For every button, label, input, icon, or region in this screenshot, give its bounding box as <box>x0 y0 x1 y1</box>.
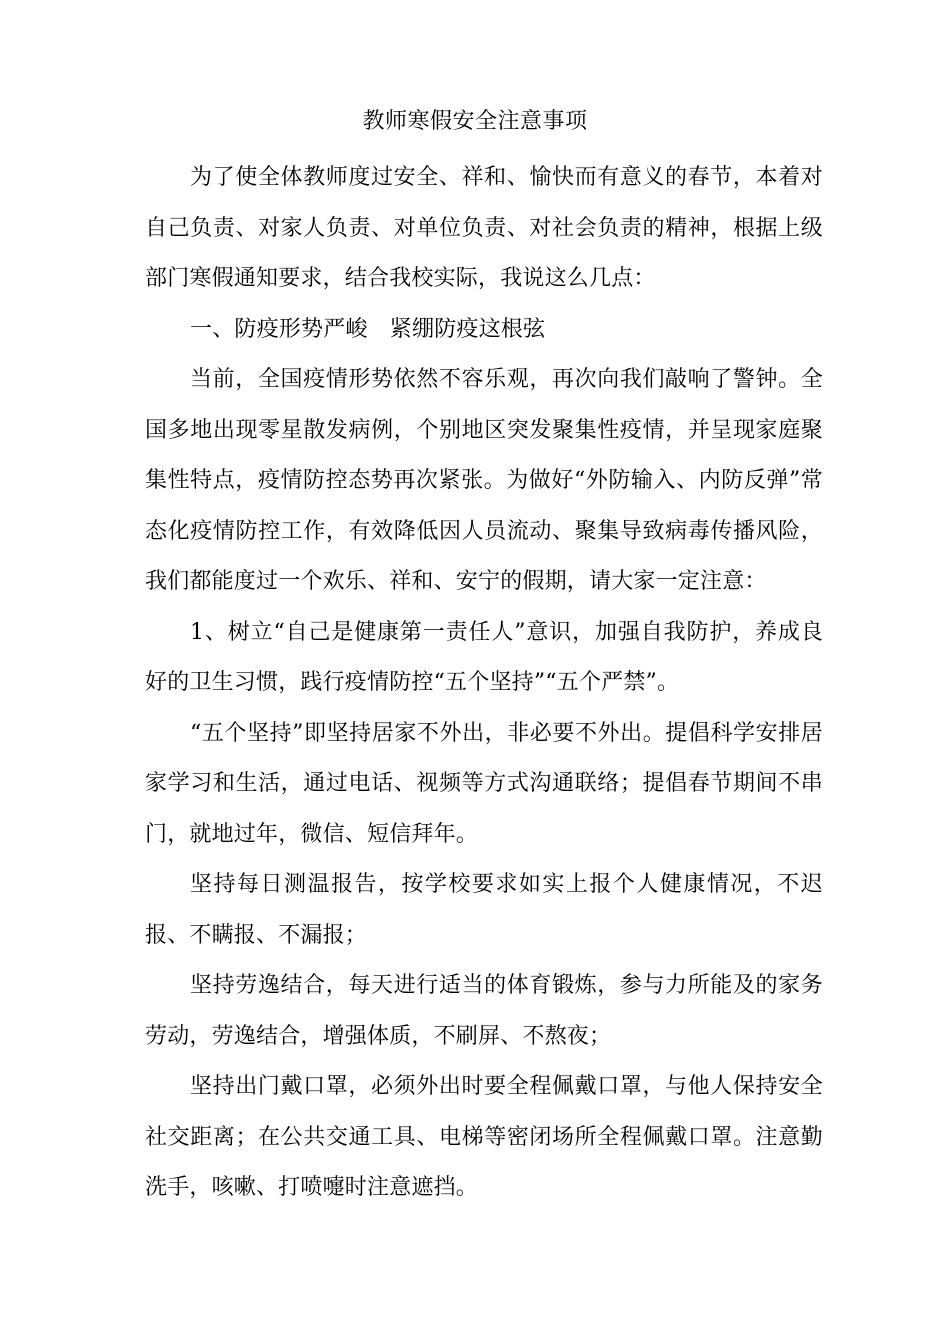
paragraph-five-persist: “五个坚持”即坚持居家不外出，非必要不外出。提倡科学安排居家学习和生活，通过电话、视频等方式沟通联络；提倡春节期间不串门，就地过年，微信、短信拜年。 <box>145 720 823 847</box>
section-heading-1: 一、防疫形势严峻 紧绷防疫这根弦 <box>190 316 546 342</box>
paragraph-item-1: 1、树立“自己是健康第一责任人”意识，加强自我防护，养成良好的卫生习惯，践行疫情防控“五个坚持”“五个严禁”。 <box>145 619 823 695</box>
paragraph-mask: 坚持出门戴口罩，必须外出时要全程佩戴口罩，与他人保持安全社交距离；在公共交通工具、电梯等密闭场所全程佩戴口罩。注意勤洗手，咳嗽、打喷嚏时注意遮挡。 <box>145 1074 823 1200</box>
paragraph-exercise: 坚持劳逸结合，每天进行适当的体育锻炼，参与力所能及的家务劳动，劳逸结合，增强体质，不刷屏、不熬夜； <box>145 973 823 1049</box>
paragraph-intro: 为了使全体教师度过安全、祥和、愉快而有意义的春节，本着对自己负责、对家人负责、对单位负责、对社会负责的精神，根据上级部门寒假通知要求，结合我校实际，我说这么几点： <box>145 165 823 291</box>
paragraph-situation: 当前，全国疫情形势依然不容乐观，再次向我们敲响了警钟。全国多地出现零星散发病例，个别地区突发聚集性疫情，并呈现家庭聚集性特点，疫情防控态势再次紧张。为做好“外防输入、内防反弹”常态化疫情防控工作，有效降低因人员流动、聚集导致病毒传播风险，我们都能度过一个欢乐、祥和、安宁的假期，请大家一定注意： <box>145 367 823 594</box>
document-title: 教师寒假安全注意事项 <box>362 109 588 134</box>
paragraph-temperature: 坚持每日测温报告，按学校要求如实上报个人健康情况，不迟报、不瞒报、不漏报； <box>145 872 823 948</box>
document-body <box>145 153 823 1214</box>
